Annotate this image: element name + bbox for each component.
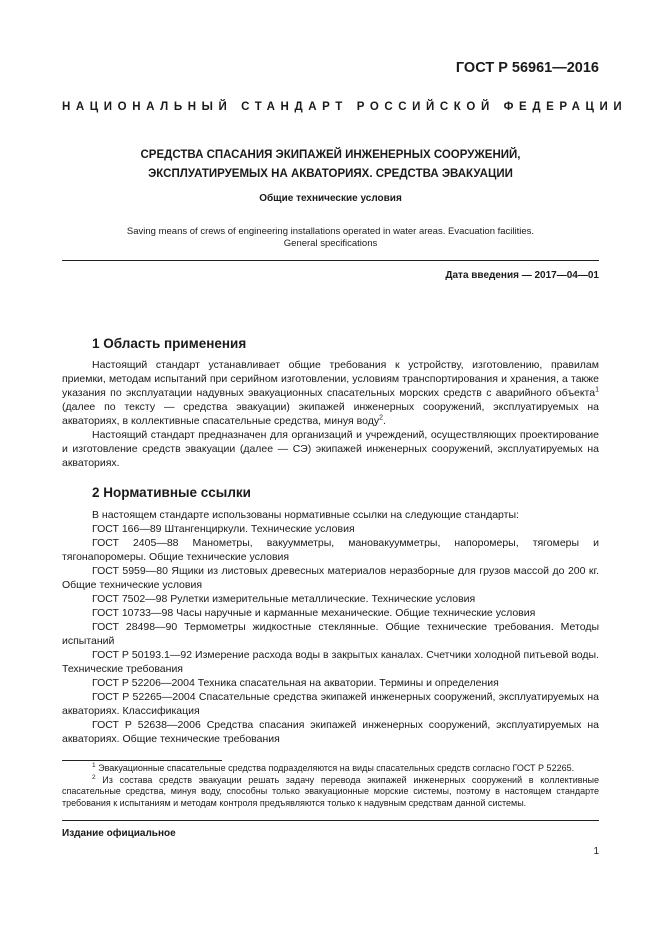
page-number: 1 [593,846,599,857]
section-2-heading: 2 Нормативные ссылки [92,485,251,500]
section-1-body [62,358,599,470]
section-2-intro: В настоящем стандарте использованы нормативные ссылки на следующие стандарты: [92,509,519,521]
section-2-body [62,508,599,746]
english-title-line-2: General specifications [283,238,378,249]
english-title [62,226,599,250]
footnote-ref-1: 1 [595,386,599,394]
english-title-line-1: Saving means of crews of engineering installations operated in water areas. Evacuation facilities. [126,226,535,237]
reference-item: ГОСТ 7502—98 Рулетки измерительные металлические. Технические условия [92,593,476,605]
title-divider [62,260,599,261]
reference-item: ГОСТ 2405—88 Манометры, вакуумметры, мановакуумметры, напоромеры, тягомеры и тягонапоромеры. Общие технические условия [62,537,599,563]
footer-divider [62,820,599,821]
title-line-1: СРЕДСТВА СПАСАНИЯ ЭКИПАЖЕЙ ИНЖЕНЕРНЫХ СООРУЖЕНИЙ, [140,149,521,161]
document-title [62,146,599,184]
reference-item: ГОСТ Р 52638—2006 Средства спасания экипажей инженерных сооружений, эксплуатируемых на акваториях. Общие технические требования [62,719,599,745]
reference-item: ГОСТ Р 50193.1—92 Измерение расхода воды в закрытых каналах. Счетчики холодной питьевой воды. Технические требования [62,649,599,675]
section-1-paragraph-1: Настоящий стандарт устанавливает общие требования к устройству, изготовлению, правилам приемки, методам испытаний при серийном изготовлении, условиям транспортирования и хранения, а также указания по эксплуатации надувных эвакуационных спасательных морских средств с аварийного объекта$^1$ (далее по тексту — средства эвакуации) экипажей инженерных сооружений, эксплуатируемых на акваториях, в коллективные спасательные средства, минуя воду$^2$. [62,359,599,427]
reference-item: ГОСТ 5959—80 Ящики из листовых древесных материалов неразборные для грузов массой до 200 кг. Общие технические условия [62,565,599,591]
footnote-ref-2: 2 [379,414,383,422]
introduction-date: Дата введения — 2017—04—01 [445,270,599,281]
footnotes [62,763,599,809]
standard-code: ГОСТ Р 56961—2016 [455,60,599,76]
reference-item: ГОСТ Р 52206—2004 Техника спасательная на акватории. Термины и определения [92,677,499,689]
title-line-2: ЭКСПЛУАТИРУЕМЫХ НА АКВАТОРИЯХ. СРЕДСТВА ЭВАКУАЦИИ [148,168,513,180]
footnote-separator [62,760,222,761]
reference-item: ГОСТ 166—89 Штангенциркули. Технические условия [92,523,355,535]
national-standard-heading: НАЦИОНАЛЬНЫЙ СТАНДАРТ РОССИЙСКОЙ ФЕДЕРАЦИИ [62,101,628,113]
footnote-2: $^2$ Из состава средств эвакуации решать задачу перевода экипажей инженерных сооружений в коллективные спасательные средства, минуя воду, способны только эвакуационные морские системы, поэтому в настоящем стандарте требования к испытаниям и методам контроля предъявляются только к надувным средствам данной системы. [62,773,599,808]
reference-item: ГОСТ 10733—98 Часы наручные и карманные механические. Общие технические условия [92,607,536,619]
section-1-paragraph-2: Настоящий стандарт предназначен для организаций и учреждений, осуществляющих проектирование и изготовление средств эвакуации (далее — СЭ) экипажей инженерных сооружений, эксплуатируемых на акваториях. [62,429,599,469]
official-edition-label: Издание официальное [62,828,176,839]
document-subtitle: Общие технические условия [259,193,402,204]
section-1-heading: 1 Область применения [92,336,247,351]
reference-item: ГОСТ 28498—90 Термометры жидкостные стеклянные. Общие технические требования. Методы испытаний [62,621,599,647]
footnote-1: $^1$ Эвакуационные спасательные средства подразделяются на виды спасательных средств согласно ГОСТ Р 52265. [92,762,575,773]
reference-item: ГОСТ Р 52265—2004 Спасательные средства экипажей инженерных сооружений, эксплуатируемых на акваториях. Классификация [62,691,599,717]
